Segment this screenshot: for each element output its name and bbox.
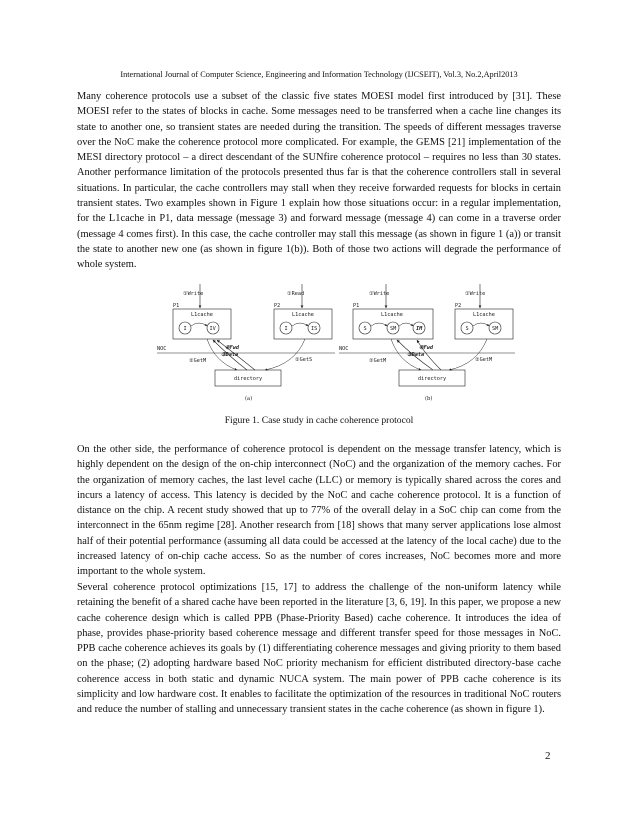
- a-getm: ②GetM: [189, 358, 207, 364]
- svg-text:IV: IV: [209, 326, 216, 332]
- paragraph-3: Several coherence protocol optimizations [15, 17] to address the challenge of the non-uniform latency while retaining the benefit of a shared cache have been reported in the literature [3, 6, 19]. In this paper, we propose a new cache coherence design which is called PPB (Phase-Priority Based) cache coherence. It introduces the idea of phase, provides phase-priority based coherence message and different transfer speed for those messages in NoC. PPB cache coherence achieves its goals by (1) differentiating coherence messages and giving priority to them based on the phase; (2) adopting hardware based NoC priority mechanism for efficient distributed directory-base cache coherence access in both static and dynamic NUCA system. The main power of PPB cache coherence is its simplicity and low hardware cost. It enables to facilitate the optimization of the resources in traditional NoC routers and reduce the number of stalling and unnecessary transient states in the cache coherence (as shown in figure 1).: [77, 582, 561, 716]
- svg-text:SM: SM: [492, 326, 499, 332]
- b-noc-label: NOC: [339, 346, 349, 352]
- a-sublabel: (a): [245, 396, 253, 402]
- b-directory-label: directory: [418, 376, 447, 382]
- b-p1-label: P1: [353, 303, 360, 309]
- a-msg-left: ①Write: [183, 291, 204, 297]
- b-sublabel: (b): [425, 396, 433, 402]
- b-p2-label: P2: [455, 303, 462, 309]
- b-fwd: ④Fwd: [419, 345, 434, 351]
- b-right-cache-label: L1cache: [473, 312, 495, 318]
- paragraph-2: On the other side, the performance of coherence protocol is dependent on the message transfer latency, which is highly dependent on the design of the on-chip interconnect (NoC) and the organization of the memory caches. For the organization of memory caches, the last level cache (LLC) or memory is typically shared across the cores and incurs a latency of access. This latency is decided by the NoC and cache coherence protocol. It is a function of distance on the chip. A recent study showed that up to 77% of the overall delay in a SoC chip can come from the interconnect in the 65nm regime [28]. Another research from [18] shows that many server applications lose almost half of their potential performance (assuming all data could be accessed at the latency of the local cache) due to the increased latency of on-chip cache access. So as the number of cores increases, NoC becomes more and more important to the whole system.: [77, 444, 561, 578]
- b-left-cache-label: L1cache: [381, 312, 403, 318]
- subfigure-a: [157, 284, 335, 402]
- a-data: ③Data: [221, 352, 239, 358]
- b-getm-right: ②GetM: [475, 357, 493, 363]
- svg-text:SM: SM: [390, 326, 397, 332]
- svg-text:I: I: [284, 326, 288, 332]
- a-left-cache-label: L1cache: [191, 312, 213, 318]
- paragraph-1: Many coherence protocols use a subset of the classic five states MOESI model first introduced by [31]. These MOESI refer to the states of blocks in cache. Some messages need to be transferred when a cache line changes its state to another one, so transient states are needed during the transition. The speeds of different messages traverse over the NoC make the coherence protocol more complicated. For example, the GEMS [21] implementation of the MESI directory protocol – a direct descendant of the SUNfire coherence protocol – requires no less than 30 states. Another performance limitation of the protocols presented thus far is that the coherence controllers stall in several situations. In particular, the cache controllers may stall when they receive forwarded requests for blocks in certain transient states. Two examples shown in Figure 1 explain how those situations occur: in a regular implementation, for the L1cache in P1, data message (message 3) and forward message (message 4) can come in a traverse order (message 4 comes first). In this case, the cache controller may stall this message (as shown in figure 1 (a)) or transit the state to another new one (as shown in figure 1(b)). Both of those two actions will degrade the performance of whole system.: [77, 91, 561, 271]
- figure-1-diagram: [155, 282, 515, 412]
- b-msg-left: ①Write: [369, 291, 390, 297]
- svg-text:S: S: [363, 326, 367, 332]
- journal-header: International Journal of Computer Science, Engineering and Information Technology (IJCSEIT), Vol.3, No.2,April2013: [120, 70, 518, 79]
- a-p2-label: P2: [274, 303, 281, 309]
- a-fwd: ④Fwd: [225, 345, 240, 351]
- a-noc-label: NOC: [157, 346, 167, 352]
- a-gets: ②GetS: [295, 357, 313, 363]
- svg-text:I: I: [183, 326, 187, 332]
- subfigure-b: [339, 284, 515, 402]
- page-number: 2: [545, 750, 551, 762]
- b-msg-right: ①Write: [465, 291, 486, 297]
- a-directory-label: directory: [234, 376, 263, 382]
- figure-caption: Figure 1. Case study in cache coherence protocol: [224, 415, 414, 426]
- svg-text:S: S: [465, 326, 469, 332]
- svg-text:IM: IM: [416, 326, 423, 332]
- a-right-cache-label: L1cache: [292, 312, 314, 318]
- b-data: ③Data: [407, 352, 425, 358]
- svg-text:IS: IS: [311, 326, 318, 332]
- a-msg-right: ①Read: [287, 291, 305, 297]
- a-p1-label: P1: [173, 303, 180, 309]
- b-getm-left: ②GetM: [369, 358, 387, 364]
